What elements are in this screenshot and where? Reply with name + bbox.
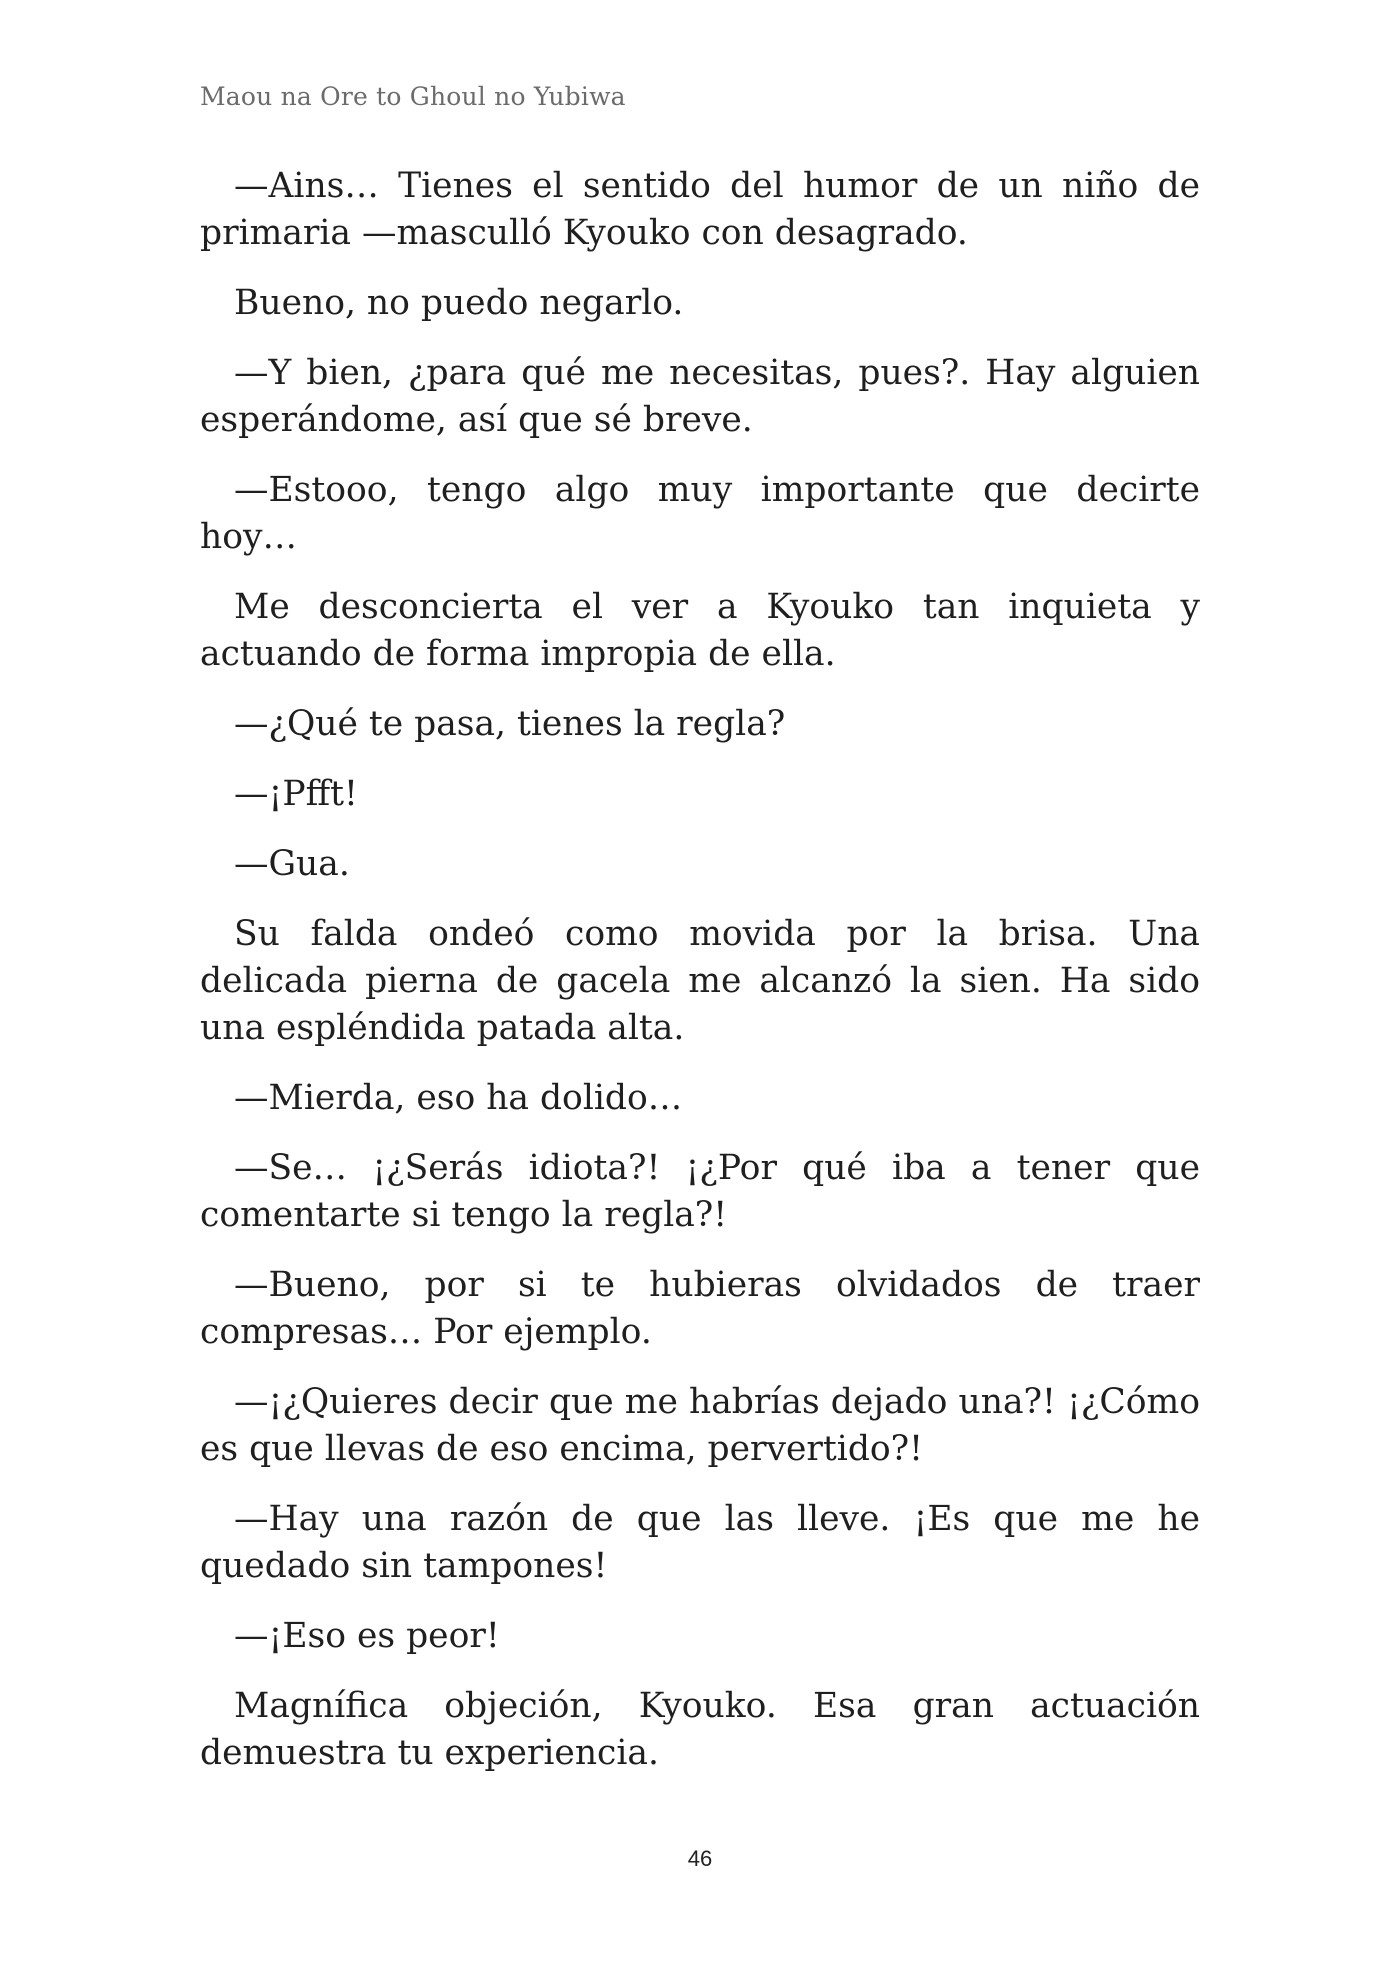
paragraph: —Estooo, tengo algo muy importante que decirte hoy… [200, 470, 1200, 557]
page-number: 46 [687, 1846, 713, 1871]
paragraph: —Bueno, por si te hubieras olvidados de traer compresas… Por ejemplo. [200, 1265, 1200, 1352]
paragraph: Magnífica objeción, Kyouko. Esa gran actuación demuestra tu experiencia. [200, 1686, 1200, 1773]
paragraph: —¡¿Quieres decir que me habrías dejado una?! ¡¿Cómo es que llevas de eso encima, pervertido?! [200, 1382, 1200, 1469]
paragraph: —Ains… Tienes el sentido del humor de un niño de primaria —masculló Kyouko con desagrado. [200, 166, 1200, 253]
paragraph: Bueno, no puedo negarlo. [234, 283, 684, 323]
paragraph: —¡Pfft! [234, 774, 358, 814]
paragraph: Su falda ondeó como movida por la brisa. Una delicada pierna de gacela me alcanzó la sien. Ha sido una espléndida patada alta. [200, 914, 1200, 1048]
paragraph: Me desconcierta el ver a Kyouko tan inquieta y actuando de forma impropia de ella. [200, 587, 1200, 674]
paragraph: —¿Qué te pasa, tienes la regla? [234, 704, 786, 744]
running-header: Maou na Ore to Ghoul no Yubiwa [200, 82, 626, 111]
paragraph: —Gua. [234, 844, 350, 884]
body-text [200, 163, 1200, 1800]
paragraph: —Y bien, ¿para qué me necesitas, pues?. Hay alguien esperándome, así que sé breve. [200, 353, 1200, 440]
paragraph: —¡Eso es peor! [234, 1616, 500, 1656]
paragraph: —Se… ¡¿Serás idiota?! ¡¿Por qué iba a tener que comentarte si tengo la regla?! [200, 1148, 1200, 1235]
paragraph: —Mierda, eso ha dolido… [234, 1078, 683, 1118]
paragraph: —Hay una razón de que las lleve. ¡Es que me he quedado sin tampones! [200, 1499, 1200, 1586]
